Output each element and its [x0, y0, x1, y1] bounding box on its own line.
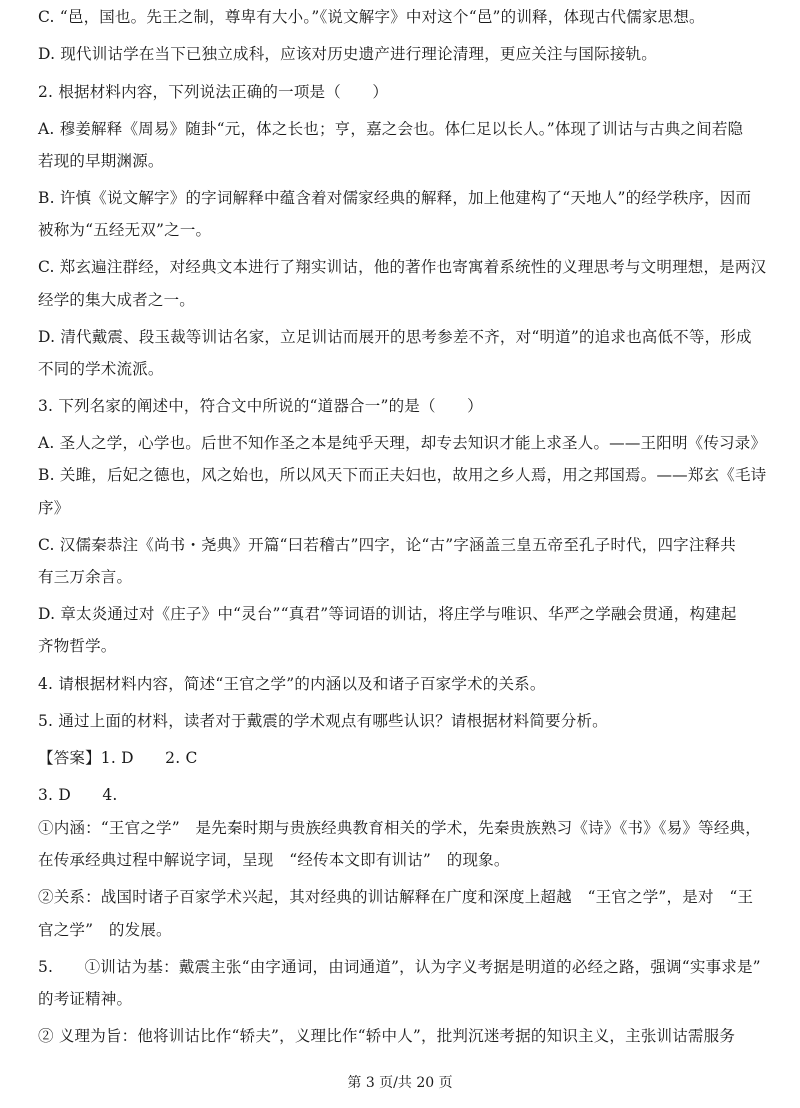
text-line: 齐物哲学。 — [38, 637, 117, 655]
text-line: A. 圣人之学，心学也。后世不知作圣之本是纯乎天理，却专去知识才能上求圣人。——王阳明《传习录》 — [38, 434, 767, 452]
text-line: 官之学” 的发展。 — [38, 921, 172, 939]
page-footer: 第 3 页/共 20 页 — [347, 1075, 453, 1091]
text-line: 3. 下列名家的阐述中，符合文中所说的“道器合一”的是（ ） — [38, 397, 483, 415]
text-line: ②关系：战国时诸子百家学术兴起，其对经典的训诂解释在广度和深度上超越 “王官之学”，是对 “王 — [38, 888, 754, 906]
text-line: D. 章太炎通过对《庄子》中“灵台”“真君”等词语的训诂，将庄学与唯识、华严之学融会贯通，构建起 — [38, 605, 737, 623]
text-line: ①内涵：“王官之学” 是先秦时期与贵族经典教育相关的学术，先秦贵族熟习《诗》《书》《易》等经典， — [38, 819, 761, 837]
text-line: 有三万余言。 — [38, 568, 133, 586]
text-line: C. “邑，国也。先王之制，尊卑有大小。”《说文解字》中对这个“邑”的训释，体现古代儒家思想。 — [38, 8, 705, 26]
text-line: 2. 根据材料内容，下列说法正确的一项是（ ） — [38, 83, 389, 101]
text-line: D. 现代训诂学在当下已独立成科，应该对历史遗产进行理论清理，更应关注与国际接轨。 — [38, 45, 657, 63]
text-line: 5. 通过上面的材料，读者对于戴震的学术观点有哪些认识？请根据材料简要分析。 — [38, 712, 608, 730]
answer-header: 【答案】1. D 2. C — [38, 749, 198, 767]
text-line: 被称为“五经无双”之一。 — [38, 221, 212, 239]
text-line: B. 许慎《说文解字》的字词解释中蕴含着对儒家经典的解释，加上他建构了“天地人”的经学秩序，因而 — [38, 189, 752, 207]
text-line: C. 汉儒秦恭注《尚书・尧典》开篇“曰若稽古”四字，论“古”字涵盖三皇五帝至孔子时代，四字注释共 — [38, 536, 736, 554]
text-line: 在传承经典过程中解说字词，呈现 “经传本文即有训诂” 的现象。 — [38, 851, 510, 869]
text-line: C. 郑玄遍注群经，对经典文本进行了翔实训诂，他的著作也寄寓着系统性的义理思考与文明理想，是两汉 — [38, 258, 767, 276]
text-line: D. 清代戴震、段玉裁等训诂名家，立足训诂而展开的思考参差不齐，对“明道”的追求也高低不等，形成 — [38, 328, 752, 346]
text-line: 5. ①训诂为基：戴震主张“由字通词，由词通道”，认为字义考据是明道的必经之路，强调“实事求是” — [38, 958, 761, 976]
text-line: 若现的早期渊源。 — [38, 152, 164, 170]
text-line: 不同的学术流派。 — [38, 360, 164, 378]
text-line: 经学的集大成者之一。 — [38, 291, 196, 309]
text-line: 序》 — [38, 499, 70, 517]
text-line: ② 义理为旨：他将训诂比作“轿夫”，义理比作“轿中人”，批判沉迷考据的知识主义，主张训诂需服务 — [38, 1027, 736, 1045]
text-line: 4. 请根据材料内容，简述“王官之学”的内涵以及和诸子百家学术的关系。 — [38, 675, 546, 693]
text-line: 的考证精神。 — [38, 990, 133, 1008]
text-line: A. 穆姜解释《周易》随卦“元，体之长也；亨，嘉之会也。体仁足以长人。”体现了训诂与古典之间若隐 — [38, 120, 744, 138]
text-line: 3. D 4. — [38, 786, 118, 804]
text-line: B. 关雎，后妃之德也，风之始也，所以风天下而正夫妇也，故用之乡人焉，用之邦国焉。——郑玄《毛诗 — [38, 466, 767, 484]
